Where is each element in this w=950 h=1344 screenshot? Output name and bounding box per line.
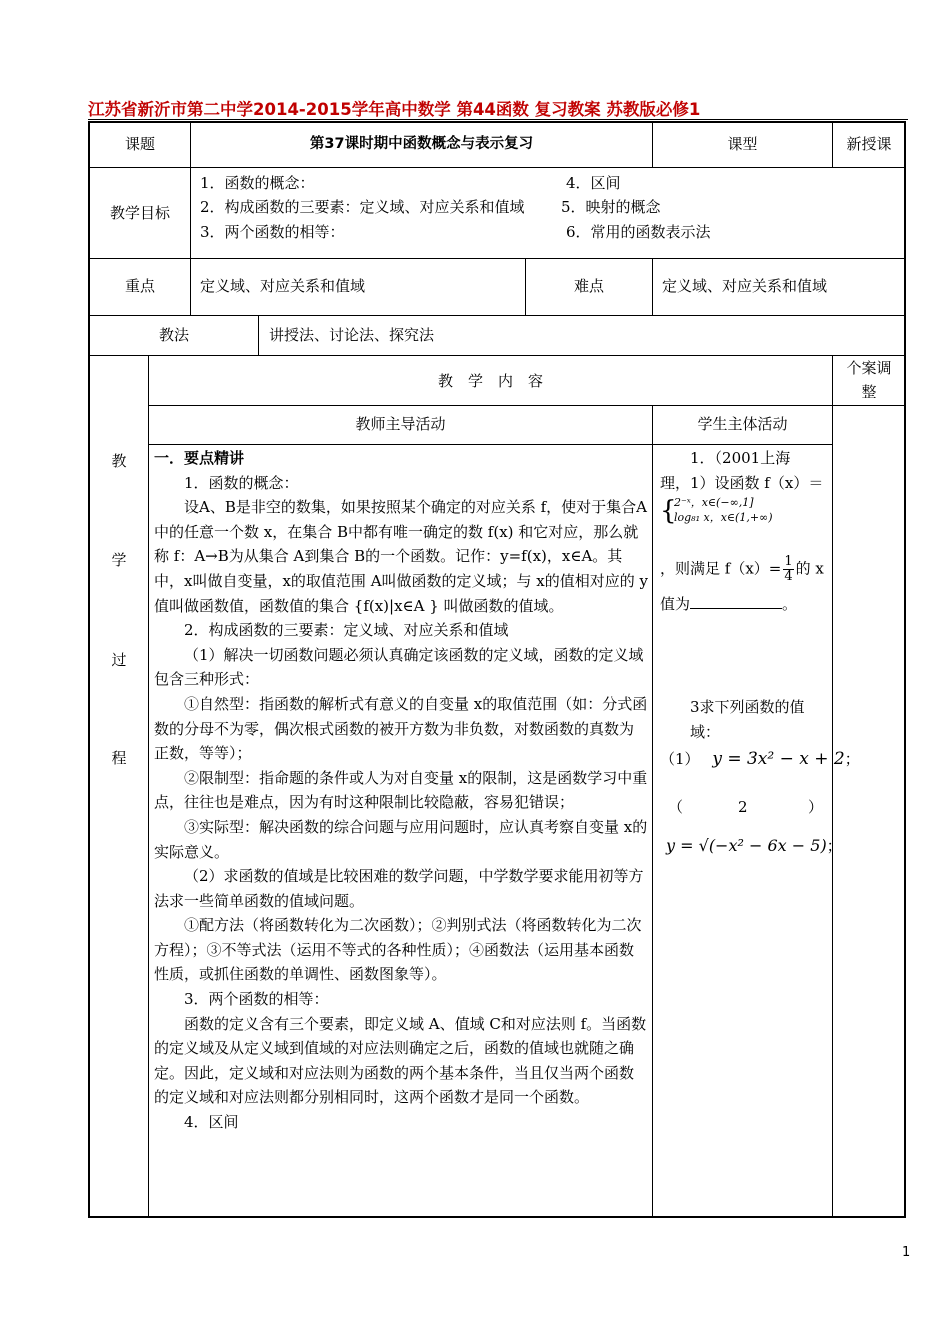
goal-item: 2．构成函数的三要素：定义域、对应关系和值域: [200, 198, 525, 216]
condition-text: 的 x: [795, 559, 824, 578]
formula: y = 3x² − x + 2: [712, 749, 845, 769]
process-label-char: 学: [111, 551, 127, 569]
title-underline: [88, 119, 908, 120]
fraction-denominator: 4: [784, 569, 793, 584]
row-divider: [89, 167, 905, 168]
col-divider: [652, 258, 653, 315]
page-number: 1: [902, 1245, 911, 1260]
paragraph: ②限制型：指命题的条件或人为对自变量 x的限制，这是函数学习中重点，往往也是难点，因为有时这种限制比较隐蔽，容易犯错误；: [154, 768, 648, 812]
paragraph: ①自然型：指函数的解析式有意义的自变量 x的取值范围（如：分式函数的分母不为零，偶次根式函数的被开方数为非负数，对数函数的真数为正数，等等）；: [154, 694, 648, 763]
item-label: （1）: [660, 750, 700, 768]
col-divider: [190, 258, 191, 315]
paren: （: [668, 798, 684, 816]
method-label: 教法: [158, 326, 189, 344]
goal-item: 1．函数的概念：: [200, 174, 315, 192]
exercise-1-line: 1．（2001上海: [690, 449, 791, 467]
answer-blank[interactable]: [690, 593, 782, 609]
method-value: 讲授法、讨论法、探究法: [269, 326, 435, 344]
fraction: [783, 555, 793, 584]
exercise-1-condition: [660, 555, 824, 584]
paren: ）: [808, 798, 824, 816]
semicolon: ；: [826, 837, 842, 855]
key-point-label: 重点: [124, 277, 155, 295]
col-divider: [652, 405, 653, 1217]
content-header: 教 学 内 容: [437, 372, 543, 390]
paragraph: 设A、B是非空的数集，如果按照某个确定的对应关系 f，使对于集合A中的任意一个数 x，在集合 B中都有唯一确定的数 f(x) 和它对应，那么就称 f：A→B为从集合 A到集合 B的一个函数。记作：y=f(x)，x∈A。其中，x叫做自变量，x的取值范围 A叫做函数的定义域；与 x的值相对应的 y值叫做函数值，函数值的集合 {f(x)|x∈A } 叫做函数的值域。: [154, 498, 648, 615]
paragraph: ③实际型：解决函数的综合问题与应用问题时，应认真考察自变量 x的实际意义。: [154, 817, 648, 861]
student-activity-header: 学生主体活动: [697, 415, 788, 433]
item-number: 2: [738, 798, 748, 816]
teacher-activity-content: [154, 446, 648, 1135]
exercise-1-line: 理，1）设函数 f（x）＝: [660, 474, 824, 492]
col-divider: [832, 355, 833, 1217]
answer-prompt: 值为: [660, 595, 691, 613]
condition-text: ，则满足 f（x）=: [660, 559, 782, 578]
paragraph: 3．两个函数的相等：: [184, 990, 329, 1009]
difficulty-value: 定义域、对应关系和值域: [662, 277, 828, 295]
topic-value: 第37课时期中函数概念与表示复习: [309, 136, 534, 152]
goal-item: 5．映射的概念: [561, 198, 661, 216]
goal-item: 4．区间: [566, 174, 621, 192]
key-point-value: 定义域、对应关系和值域: [200, 277, 366, 295]
brace-icon: {: [660, 496, 677, 526]
section-heading: 一．要点精讲: [154, 449, 245, 467]
row-divider: [148, 405, 905, 406]
exercise-3-prompt: 3求下列函数的值域：: [690, 698, 805, 741]
answer-line: [660, 592, 797, 617]
paragraph: 函数的定义含有三个要素，即定义域 A、值域 C和对应法则 f。当函数的定义域及从定义域到值域的对应法则确定之后，函数的值域也就随之确定。因此，定义域和对应法则为函数的两个基本条件，当且仅当两个函数的定义域和对应法则都分别相同时，这两个函数才是同一个函数。: [154, 1014, 647, 1107]
paragraph: （1）解决一切函数问题必须认真确定该函数的定义域，函数的定义域包含三种形式：: [154, 645, 644, 689]
adjust-header: 个案调整: [846, 359, 892, 401]
process-label-char: 教: [111, 452, 127, 470]
semicolon: ；: [844, 750, 860, 768]
document-title: 江苏省新沂市第二中学2014-2015学年高中数学 第44函数 复习教案 苏教版必修1: [88, 100, 701, 119]
process-label-char: 过: [111, 651, 127, 669]
goal-item: 6．常用的函数表示法: [566, 223, 711, 241]
process-label-char: 程: [111, 749, 127, 767]
fraction-numerator: 1: [784, 554, 793, 569]
paragraph: 2．构成函数的三要素：定义域、对应关系和值域: [184, 621, 509, 640]
formula: y = √(−x² − 6x − 5): [666, 836, 827, 855]
lesson-type-value: 新授课: [846, 135, 892, 153]
piece-2: log₈₁ x，x∈(1,+∞): [674, 511, 773, 524]
paragraph: （2）求函数的值域是比较困难的数学问题，中学数学要求能用初等方法求一些简单函数的值域问题。: [154, 867, 644, 910]
period: 。: [782, 595, 798, 613]
goal-item: 3．两个函数的相等：: [200, 223, 345, 241]
goals-label: 教学目标: [109, 204, 170, 222]
topic-label: 课题: [124, 135, 155, 153]
piecewise-function: [660, 496, 830, 532]
row-divider: [89, 258, 905, 259]
exercise-3-2: [666, 833, 842, 859]
lesson-type-label: 课型: [727, 135, 758, 153]
paragraph: 4．区间: [184, 1113, 239, 1132]
col-divider: [258, 315, 259, 355]
piece-1: 2⁻ˣ，x∈(−∞,1]: [674, 496, 754, 509]
teacher-activity-header: 教师主导活动: [355, 415, 446, 433]
paragraph: ①配方法（将函数转化为二次函数）；②判别式法（将函数转化为二次方程）；③不等式法（运用不等式的各种性质）；④函数法（运用基本函数性质，或抓住函数的单调性、函数图象等）。: [154, 916, 642, 984]
col-divider: [148, 355, 149, 1217]
difficulty-label: 难点: [573, 277, 604, 295]
row-divider: [89, 355, 905, 356]
row-divider: [89, 315, 905, 316]
row-divider: [148, 444, 832, 445]
exercise-3-1: [660, 747, 860, 772]
paragraph: 1．函数的概念：: [184, 473, 299, 492]
